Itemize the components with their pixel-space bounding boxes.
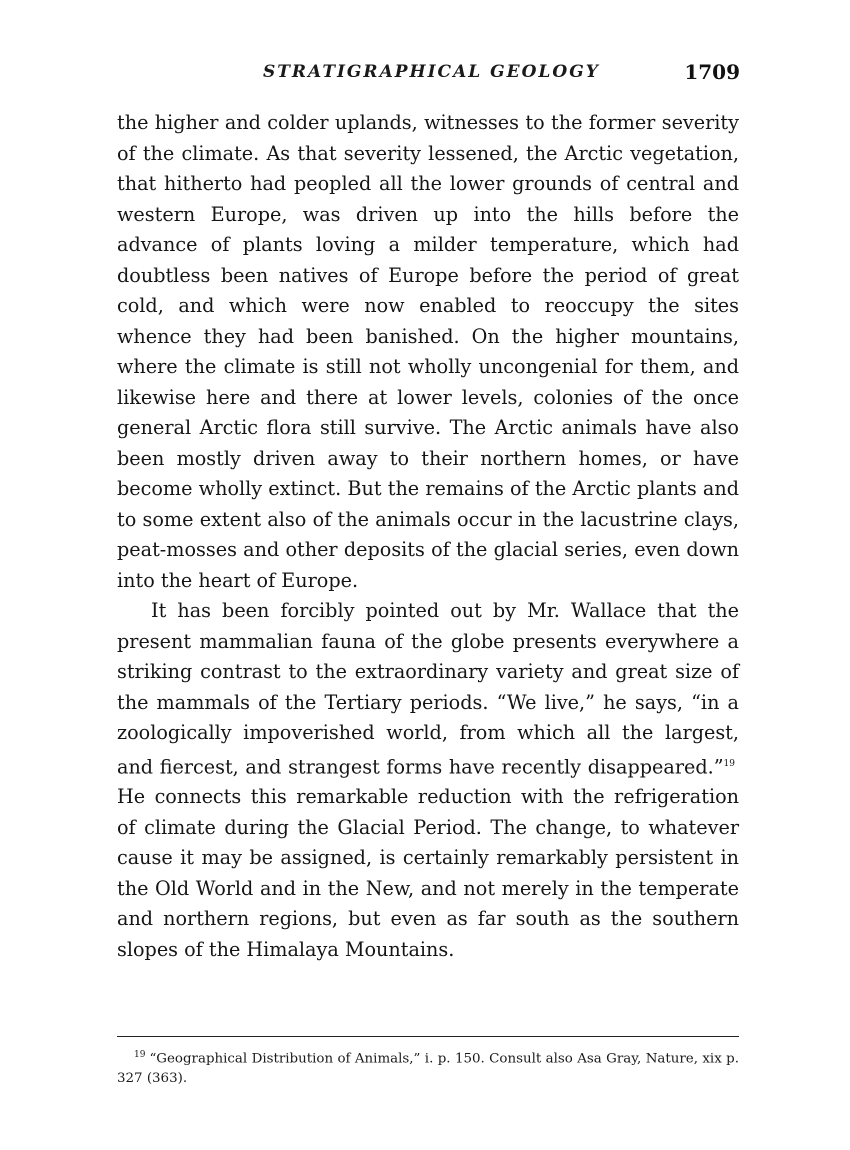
page-number: 1709 [684,60,740,84]
paragraph-wallace-continuation: He connects this remarkable reduction with the refrigeration of climate during the Glacial Period. The change, to whatever cause it may be assigned, is certainly remarkably persistent in the Old World and in the New, and not merely in the temperate and northern regions, but even as far south as the southern slopes of the Himalaya Mountains. [117,785,739,961]
footnote-number: 19 [134,1050,146,1060]
paragraph-wallace [117,596,739,965]
paragraph-wallace-text: It has been forcibly pointed out by Mr. Wallace that the present mammalian fauna of the globe presents everywhere a striking contrast to the extraordinary variety and great size of the mammals of the Tertiary periods. “We live,” he says, “in a zoologically impoverished world, from which all the largest, and fiercest, and strangest forms have recently disappeared.” [117,599,739,778]
footnote [117,1045,739,1089]
footnote-divider [117,1036,739,1037]
footnote-text: “Geographical Distribution of Animals,” i. p. 150. Consult also Asa Gray, Nature, xix p. 327 (363). [117,1051,739,1087]
paragraph-continued: the higher and colder uplands, witnesses to the former severity of the climate. As that severity lessened, the Arctic vegetation, that hitherto had peopled all the lower grounds of central and western Europe, was driven up into the hills before the advance of plants loving a milder temperature, which had doubtless been natives of Europe before the period of great cold, and which were now enabled to reoccupy the sites whence they had been banished. On the higher mountains, where the climate is still not wholly uncongenial for them, and likewise here and there at lower levels, colonies of the once general Arctic flora still survive. The Arctic animals have also been mostly driven away to their northern homes, or have become wholly extinct. But the remains of the Arctic plants and to some extent also of the animals occur in the lacustrine clays, peat-mosses and other deposits of the glacial series, even down into the heart of Europe. [117,111,739,592]
main-text [117,108,739,965]
running-title: STRATIGRAPHICAL GEOLOGY [263,62,600,82]
footnote-reference[interactable]: 19 [723,758,735,769]
running-head [115,60,740,90]
